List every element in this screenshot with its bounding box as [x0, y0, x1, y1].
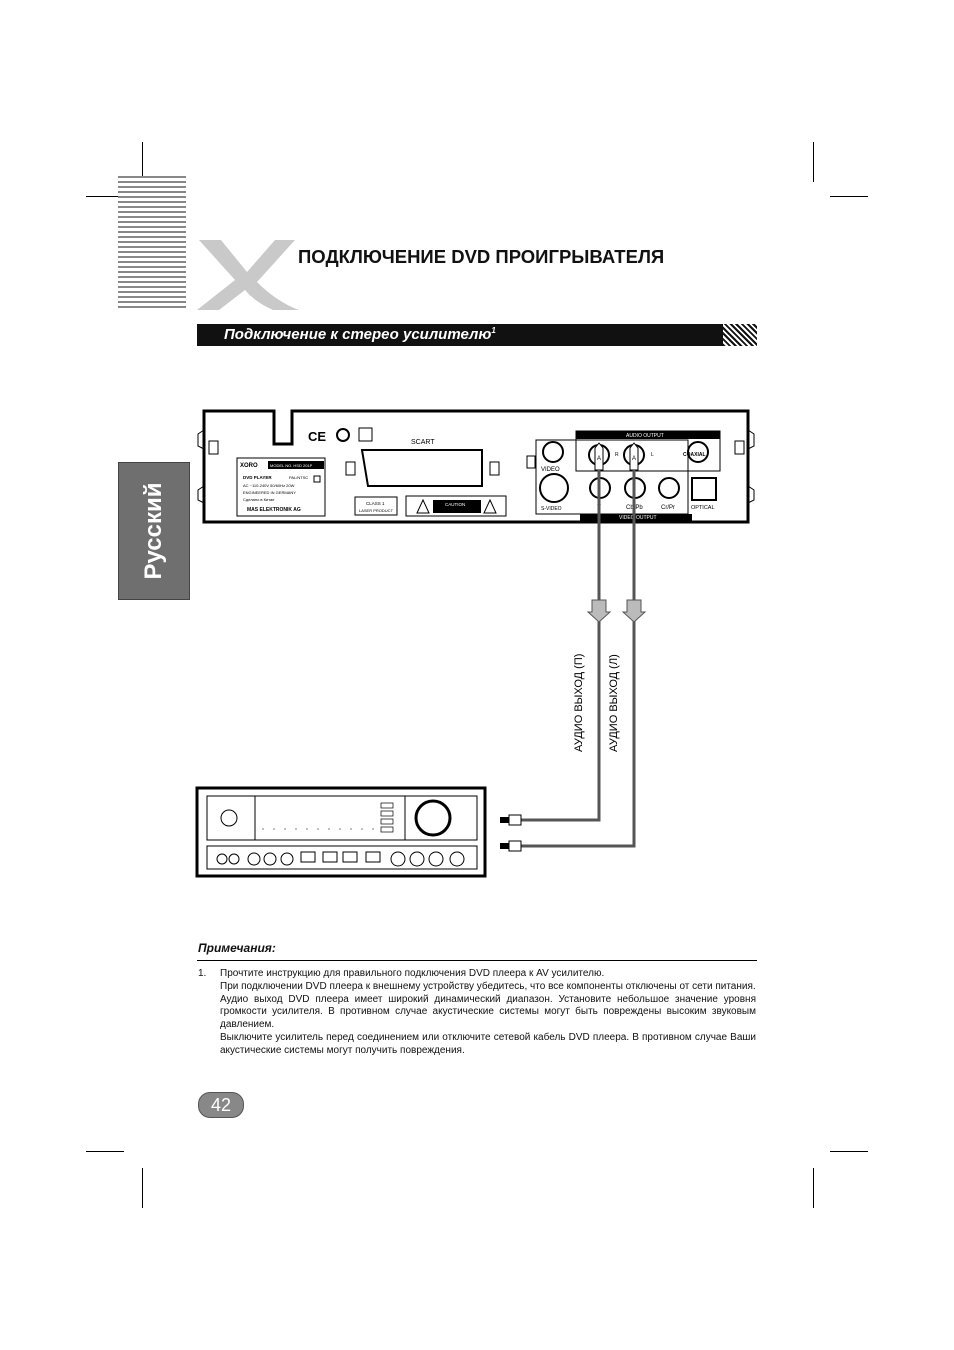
dvd-player-back-panel: [198, 411, 754, 522]
note-paragraph: При подключении DVD плеера к внешнему устройству убедитесь, что все компоненты отключены от сети питания.: [220, 980, 756, 992]
svg-text:ENGINEERED IN GERMANY: ENGINEERED IN GERMANY: [243, 490, 296, 495]
svg-text:OPTICAL: OPTICAL: [691, 505, 715, 511]
svg-text:Y: Y: [597, 505, 602, 511]
svg-text:PAL/NTSC: PAL/NTSC: [289, 475, 309, 480]
section-title: Подключение к стерео усилителю$^1$: [224, 326, 496, 343]
svg-text:VIDEO OUTPUT: VIDEO OUTPUT: [619, 515, 657, 521]
svg-text:A: A: [597, 456, 602, 462]
svg-text:VIDEO: VIDEO: [541, 467, 560, 473]
note-paragraph: Выключите усилитель перед соединением или отключите сетевой кабель DVD плеера. В противном случае Ваши акустические системы могут получить повреждения.: [220, 1031, 756, 1056]
svg-text:MODEL NO. HSD 201P: MODEL NO. HSD 201P: [270, 463, 313, 468]
svg-text:S-VIDEO: S-VIDEO: [541, 506, 562, 512]
svg-text:MAS ELEKTRONIK AG: MAS ELEKTRONIK AG: [247, 507, 301, 513]
note-paragraph: Аудио выход DVD плеера имеет широкий динамический диапазон. Установите небольшое значение уровня громкости усилителя. В противном случае акустические системы могут быть повреждены высоким звуковым давлением.: [220, 993, 756, 1031]
ce-mark: CE: [308, 429, 327, 444]
svg-text:CAUTION: CAUTION: [445, 502, 466, 507]
svg-text:XORO: XORO: [240, 463, 258, 469]
svg-text:DVD PLAYER: DVD PLAYER: [243, 475, 272, 480]
crop-mark: [142, 1168, 143, 1208]
svg-text:A: A: [632, 456, 637, 462]
cable-label-right: АУДИО ВЫХОД (П): [573, 653, 585, 752]
cable-label-left: АУДИО ВЫХОД (Л): [608, 654, 620, 752]
notes-title: Примечания:: [198, 941, 276, 955]
notes-divider: [197, 960, 757, 961]
note-paragraph: Прочтите инструкцию для правильного подключения DVD плеера к AV усилителю.: [220, 968, 605, 979]
scart-label: SCART: [411, 439, 435, 446]
note-body: [220, 968, 756, 1058]
crop-mark: [86, 1151, 124, 1152]
page-number: 42: [198, 1092, 244, 1118]
svg-text:L: L: [651, 452, 654, 458]
svg-text:Сделано в Китае: Сделано в Китае: [243, 497, 275, 502]
svg-text:Cb/Pb: Cb/Pb: [626, 505, 643, 511]
svg-text:LASER PRODUCT: LASER PRODUCT: [359, 508, 394, 513]
crop-mark: [813, 1168, 814, 1208]
amplifier-front-panel: [197, 788, 485, 876]
language-tab-label: Русский: [140, 482, 167, 580]
svg-text:COAXIAL: COAXIAL: [683, 452, 706, 458]
svg-text:Cr/Pr: Cr/Pr: [661, 505, 675, 511]
svg-text:AC ~110-240V 50/60Hz 20W: AC ~110-240V 50/60Hz 20W: [243, 483, 295, 488]
page-heading: ПОДКЛЮЧЕНИЕ DVD ПРОИГРЫВАТЕЛЯ: [298, 246, 665, 267]
crop-mark: [830, 1151, 868, 1152]
svg-text:R: R: [615, 452, 619, 458]
svg-text:CLASS 1: CLASS 1: [366, 501, 385, 506]
note-number: 1.: [198, 968, 207, 979]
svg-text:AUDIO OUTPUT: AUDIO OUTPUT: [626, 433, 664, 439]
